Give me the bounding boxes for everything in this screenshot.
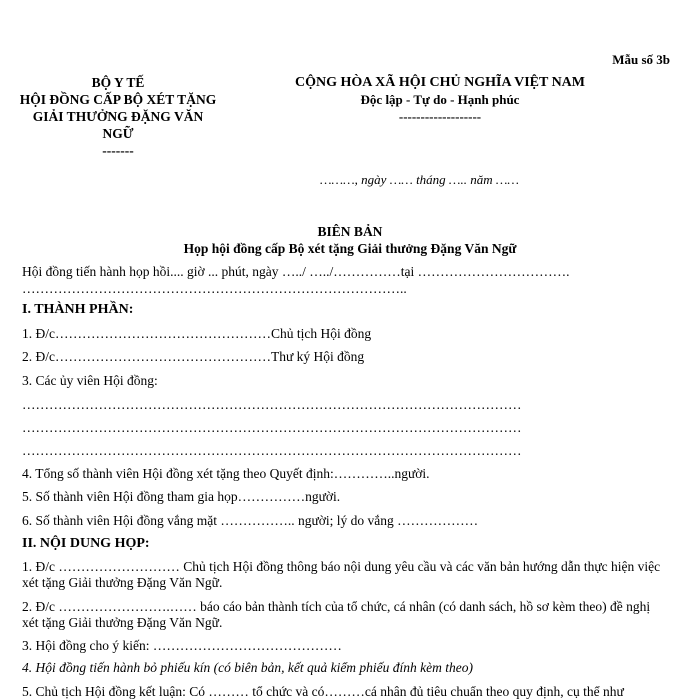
attending-members-line: 5. Số thành viên Hội đồng tham gia họp……………người.	[22, 489, 341, 504]
content-item-5: 5. Chủ tịch Hội đồng kết luận: Có ……… tổ chức và có………cá nhân đủ tiêu chuẩn theo quy định, cụ thể như	[22, 684, 624, 699]
meeting-intro-continued: …………………………………………………………………………..	[22, 281, 407, 296]
content-item-4-text: 4. Hội đồng tiến hành bỏ phiếu kín	[22, 660, 214, 675]
form-number: Mẫu số 3b	[612, 52, 670, 67]
content-item-3: 3. Hội đồng cho ý kiến: ……………………………………	[22, 638, 342, 653]
content-item-4	[22, 660, 473, 676]
country-name: CỘNG HÒA XÃ HỘI CHỦ NGHĨA VIỆT NAM	[294, 75, 585, 90]
content-item-2: 2. Đ/c …………………….…… báo cáo bản thành tích của tổ chức, cá nhân (có danh sách, hồ sơ kèm theo) đề nghị xét tặng Giải thưởng Đặng Văn Ngữ.	[22, 599, 651, 630]
title-main: BIÊN BẢN	[317, 224, 383, 239]
section-composition-heading: I. THÀNH PHẦN:	[22, 302, 134, 317]
left-separator: -------	[102, 143, 134, 158]
content-item-1: 1. Đ/c ……………………… Chủ tịch Hội đồng thông báo nội dung yêu cầu và các văn bản hướng dẫn thực hiện việc xét tặng Giải thưởng Đặng Văn Ngữ.	[22, 559, 661, 590]
meeting-intro: Hội đồng tiến hành họp hồi.... giờ ... phút, ngày …../ …../……………tại …………………………….	[22, 264, 570, 279]
title-sub: Họp hội đồng cấp Bộ xét tặng Giải thưởng Đặng Văn Ngữ	[183, 241, 517, 256]
chairman-line: 1. Đ/c…………………………………………Chủ tịch Hội đồng	[22, 326, 372, 341]
national-header	[220, 74, 660, 125]
content-item-4-note: (có biên bản, kết quả kiểm phiếu đính kèm theo)	[213, 660, 474, 675]
ministry-name: BỘ Y TẾ	[91, 75, 145, 90]
ministry-header	[18, 74, 218, 159]
national-motto: Độc lập - Tự do - Hạnh phúc	[360, 92, 520, 107]
section-content-heading: II. NỘI DUNG HỌP:	[22, 536, 150, 551]
secretary-line: 2. Đ/c…………………………………………Thư ký Hội đồng	[22, 349, 365, 364]
document-title	[0, 223, 700, 257]
absent-members-line: 6. Số thành viên Hội đồng vắng mặt …………….. người; lý do vắng ………………	[22, 513, 479, 528]
members-dots-1: …………………………………………………………………………………………………	[22, 397, 522, 412]
members-line: 3. Các ủy viên Hội đồng:	[22, 373, 158, 388]
date-line: ………, ngày …… tháng ….. năm ……	[320, 172, 519, 187]
council-name: HỘI ĐỒNG CẤP BỘ XÉT TẶNG GIẢI THƯỞNG ĐẶNG VĂN NGỮ	[19, 92, 217, 141]
members-dots-2: …………………………………………………………………………………………………	[22, 420, 522, 435]
members-dots-3: …………………………………………………………………………………………………	[22, 443, 522, 458]
total-members-line: 4. Tổng số thành viên Hội đồng xét tặng theo Quyết định:…………..người.	[22, 466, 430, 481]
right-separator: -------------------	[398, 109, 482, 124]
